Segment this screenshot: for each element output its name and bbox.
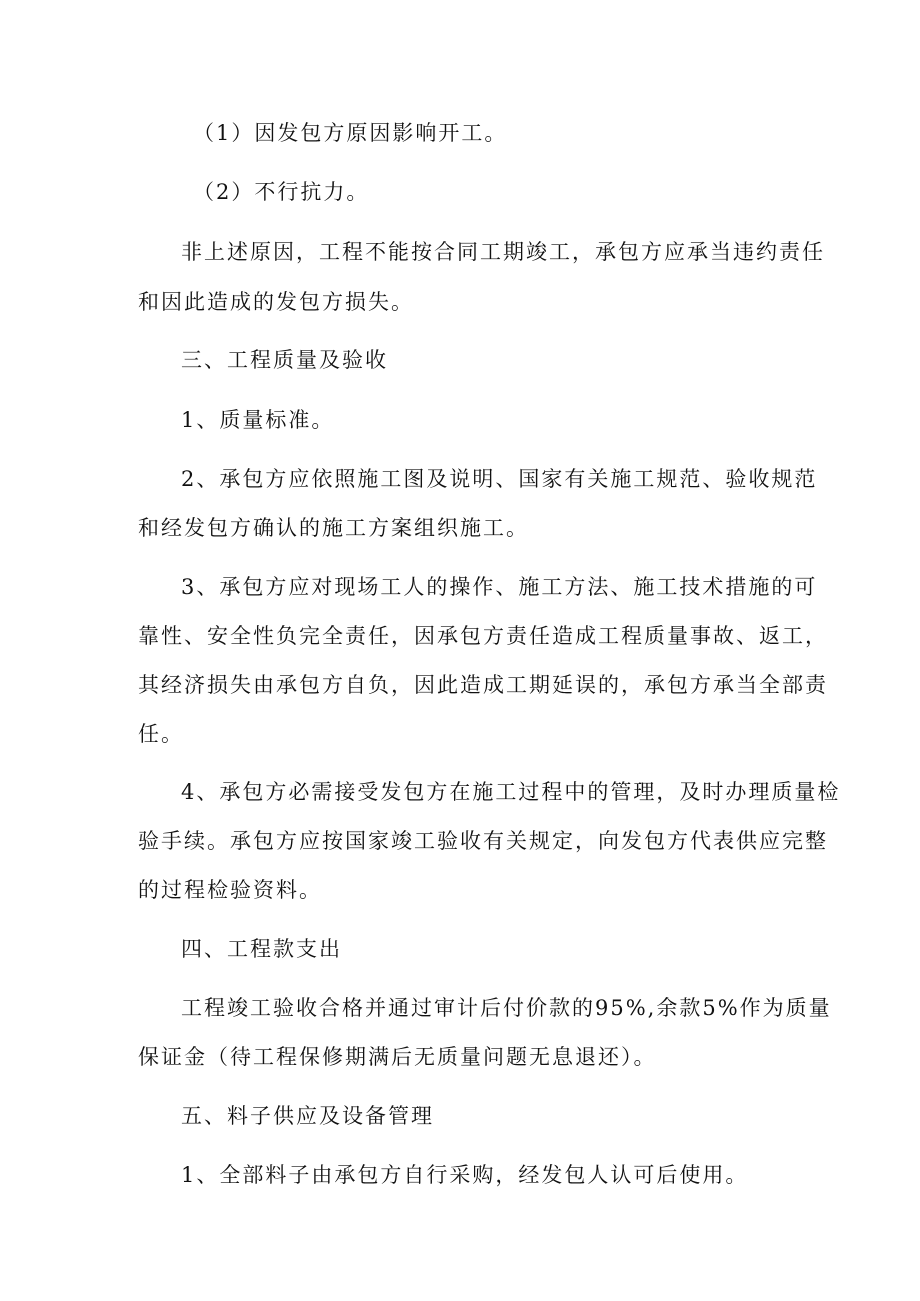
paragraph-12-line-1: 1、全部料子由承包方自行采购，经发包人认可后使用。 [181, 1163, 749, 1187]
paragraph-3-line-1: 非上述原因，工程不能按合同工期竣工，承包方应承当违约责任 [181, 240, 825, 264]
section-heading-5: 五、料子供应及设备管理 [181, 1104, 434, 1128]
paragraph-7-line-1: 3、承包方应对现场工人的操作、施工方法、施工技术措施的可 [181, 575, 818, 599]
paragraph-7-line-2: 靠性、安全性负完全责任，因承包方责任造成工程质量事故、返工， [138, 624, 828, 648]
paragraph-6-line-1: 2、承包方应依照施工图及说明、国家有关施工规范、验收规范 [181, 467, 818, 491]
paragraph-10-line-2: 保证金（待工程保修期满后无质量问题无息退还）。 [138, 1045, 657, 1069]
paragraph-10-line-1: 工程竣工验收合格并通过审计后付价款的95%,余款5%作为质量 [181, 996, 832, 1020]
paragraph-5-line-1: 1、质量标准。 [181, 408, 335, 432]
paragraph-7-line-4: 任。 [138, 722, 184, 746]
paragraph-8-line-2: 验手续。承包方应按国家竣工验收有关规定，向发包方代表供应完整 [138, 829, 828, 853]
paragraph-8-line-1: 4、承包方必需接受发包方在施工过程中的管理，及时办理质量检 [181, 780, 841, 804]
section-heading-4: 四、工程款支出 [181, 937, 342, 961]
paragraph-8-line-3: 的过程检验资料。 [138, 878, 322, 902]
paragraph-3-line-2: 和因此造成的发包方损失。 [138, 290, 414, 314]
paragraph-6-line-2: 和经发包方确认的施工方案组织施工。 [138, 516, 529, 540]
paragraph-1-line-1: （1）因发包方原因影响开工。 [193, 121, 508, 145]
paragraph-2-line-1: （2）不行抗力。 [193, 180, 370, 204]
paragraph-7-line-3: 其经济损失由承包方自负，因此造成工期延误的，承包方承当全部责 [138, 673, 828, 697]
section-heading-3: 三、工程质量及验收 [181, 348, 388, 372]
